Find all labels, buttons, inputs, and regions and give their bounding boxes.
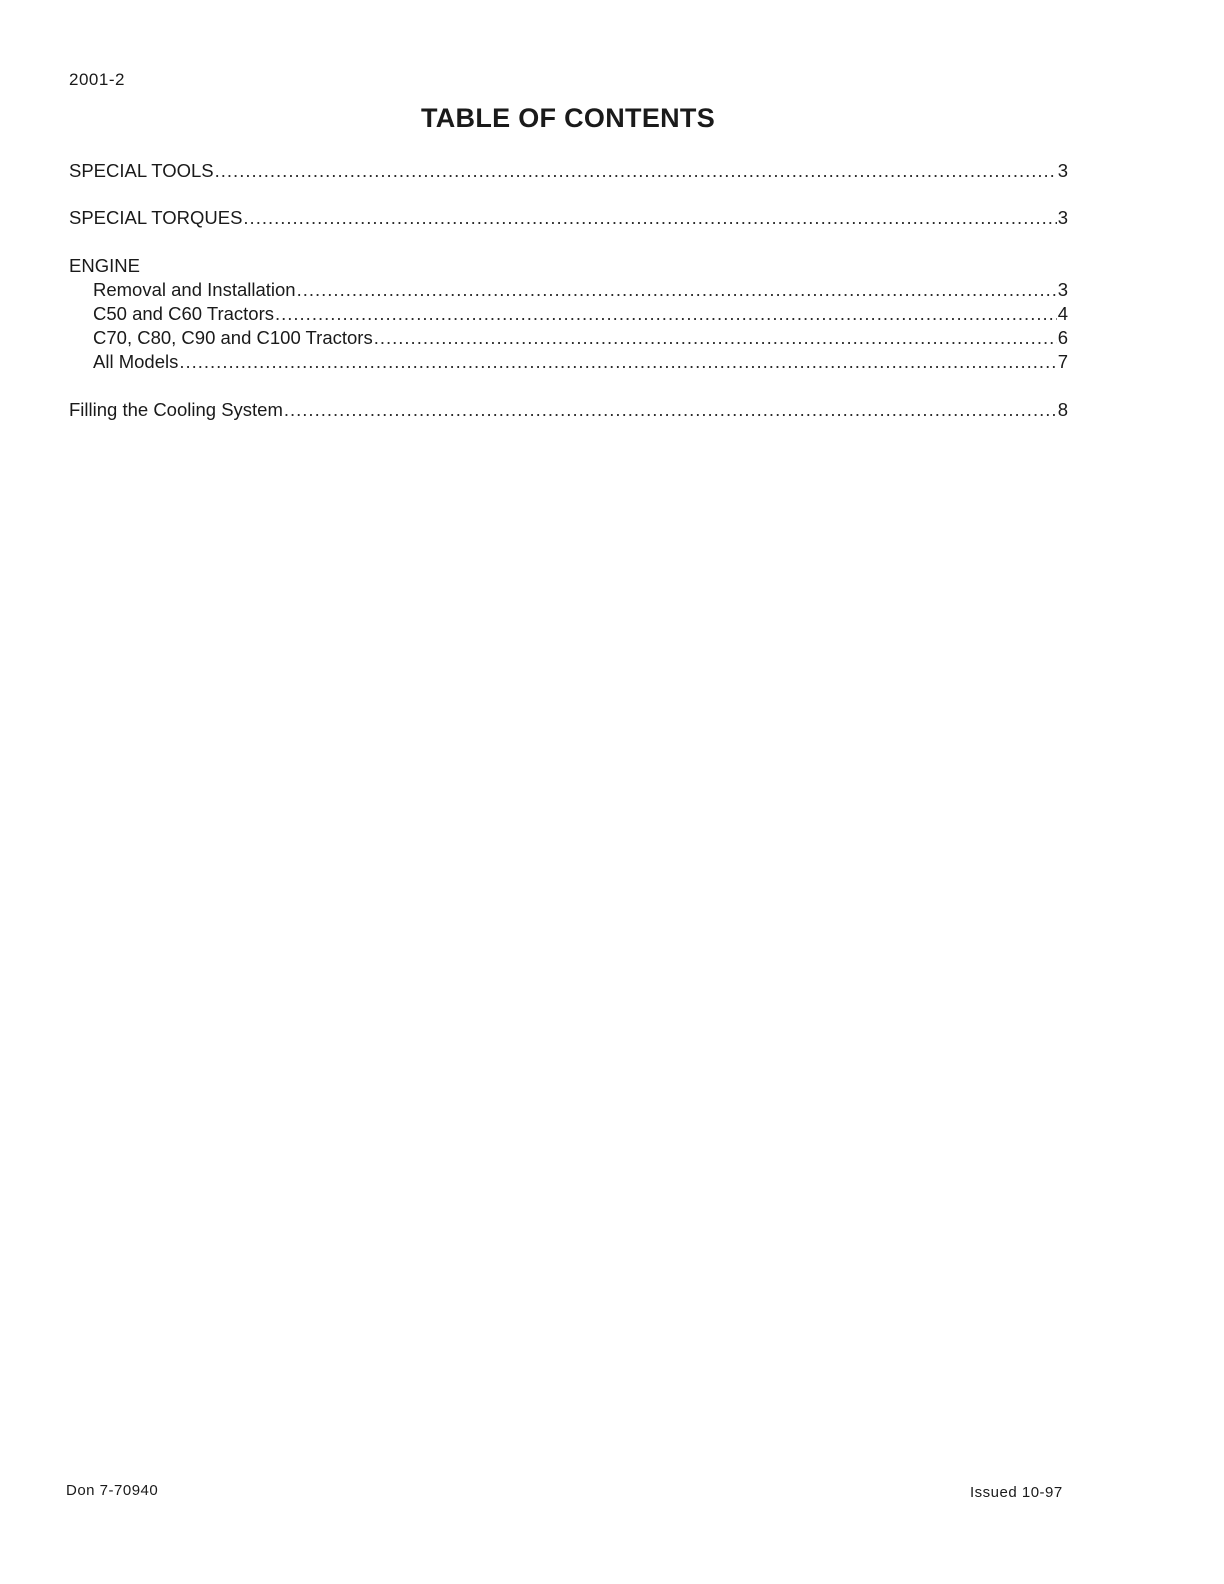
dot-leader: [275, 303, 1057, 325]
toc-entry-label: C70, C80, C90 and C100 Tractors: [93, 327, 373, 348]
toc-entry-all-models[interactable]: [93, 351, 1068, 373]
dot-leader: [284, 399, 1057, 421]
toc-entry-page: 6: [1057, 327, 1068, 348]
toc-entry-label: SPECIAL TOOLS: [69, 160, 214, 181]
toc-entry-special-torques[interactable]: [69, 207, 1068, 229]
dot-leader: [297, 279, 1057, 301]
toc-entry-label: Removal and Installation: [93, 279, 296, 300]
toc-section-engine: ENGINE: [69, 255, 140, 276]
toc-entry-page: 3: [1057, 279, 1068, 300]
footer-issue-date: Issued 10-97: [970, 1484, 1063, 1501]
toc-entry-page: 4: [1057, 303, 1068, 324]
dot-leader: [179, 351, 1056, 373]
page-number: 2001-2: [69, 70, 125, 89]
toc-entry-page: 7: [1057, 351, 1068, 372]
dot-leader: [374, 327, 1057, 349]
toc-entry-filling-cooling-system[interactable]: [69, 399, 1068, 421]
toc-entry-label: All Models: [93, 351, 179, 372]
toc-entry-removal-installation[interactable]: [93, 279, 1068, 301]
footer-document-number: Don 7-70940: [66, 1482, 159, 1499]
toc-entry-label: Filling the Cooling System: [69, 399, 283, 420]
toc-entry-c50-c60[interactable]: [93, 303, 1068, 325]
toc-entry-label: C50 and C60 Tractors: [93, 303, 274, 324]
toc-entry-page: 3: [1057, 160, 1068, 181]
dot-leader: [243, 207, 1056, 229]
toc-entry-label: SPECIAL TORQUES: [69, 207, 243, 228]
toc-entry-page: 8: [1057, 399, 1068, 420]
page-title: TABLE OF CONTENTS: [420, 103, 716, 133]
toc-entry-page: 3: [1057, 207, 1068, 228]
dot-leader: [215, 160, 1057, 182]
toc-entry-c70-c100[interactable]: [93, 327, 1068, 349]
toc-entry-special-tools[interactable]: [69, 160, 1068, 182]
